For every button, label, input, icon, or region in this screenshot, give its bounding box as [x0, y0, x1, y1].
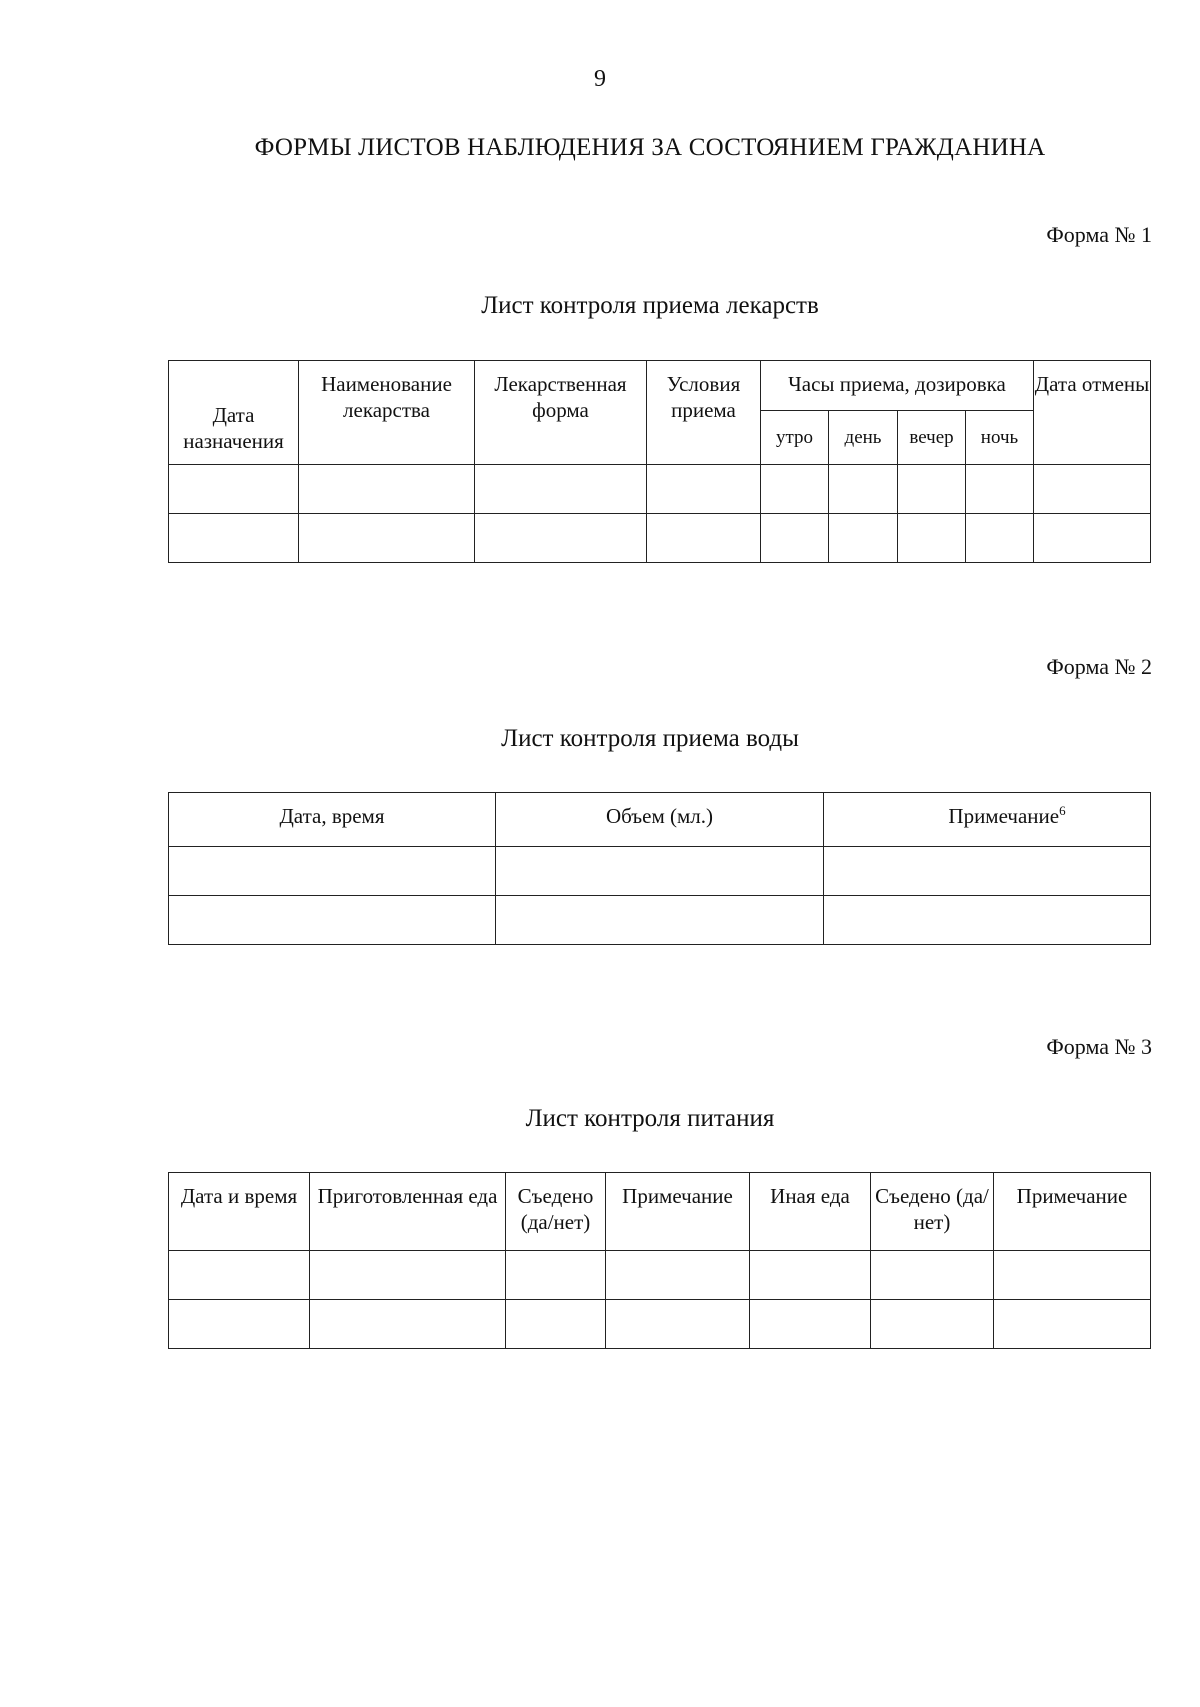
header-day: день — [829, 411, 898, 465]
header-morning: утро — [761, 411, 829, 465]
table-row — [169, 1300, 1151, 1349]
page-number: 9 — [594, 66, 606, 92]
table-row — [169, 847, 1151, 896]
header-note-other: Примечание — [994, 1173, 1151, 1251]
header-note: Примечание — [606, 1173, 750, 1251]
table-row — [169, 1251, 1151, 1300]
table-row — [169, 896, 1151, 945]
header-other-food: Иная еда — [750, 1173, 871, 1251]
table-row — [169, 514, 1151, 563]
form1-title: Лист контроля приема лекарств — [481, 292, 819, 319]
nutrition-table — [168, 1172, 1151, 1349]
header-datetime: Дата, время — [169, 793, 496, 847]
page-title: ФОРМЫ ЛИСТОВ НАБЛЮДЕНИЯ ЗА СОСТОЯНИЕМ ГРАЖДАНИНА — [254, 134, 1046, 161]
header-note-label: Примечание — [948, 804, 1060, 828]
header-hours-dosage: Часы приема, дозировка — [761, 361, 1034, 411]
medication-table — [168, 360, 1151, 563]
header-datetime: Дата и время — [169, 1173, 310, 1251]
header-volume: Объем (мл.) — [496, 793, 824, 847]
form2-title: Лист контроля приема воды — [501, 725, 799, 752]
water-table — [168, 792, 1151, 945]
form3-title: Лист контроля питания — [525, 1105, 775, 1132]
header-night: ночь — [966, 411, 1034, 465]
header-note — [824, 793, 1151, 847]
header-eaten-other: Съедено (да/нет) — [871, 1173, 994, 1251]
header-cancel-date: Дата отмены — [1034, 361, 1151, 465]
header-conditions: Условия приема — [647, 361, 761, 465]
header-drug-name: Наименование лекарства — [299, 361, 475, 465]
footnote-marker: 6 — [1059, 803, 1066, 818]
header-evening: вечер — [898, 411, 966, 465]
header-cooked-food: Приготовленная еда — [310, 1173, 506, 1251]
header-eaten: Съедено (да/нет) — [506, 1173, 606, 1251]
form3-label: Форма № 3 — [1046, 1034, 1152, 1059]
header-drug-form: Лекарственная форма — [475, 361, 647, 465]
form2-label: Форма № 2 — [1046, 654, 1152, 679]
form1-label: Форма № 1 — [1046, 222, 1152, 247]
header-date-assigned: Дата назначения — [169, 361, 299, 465]
table-row — [169, 465, 1151, 514]
